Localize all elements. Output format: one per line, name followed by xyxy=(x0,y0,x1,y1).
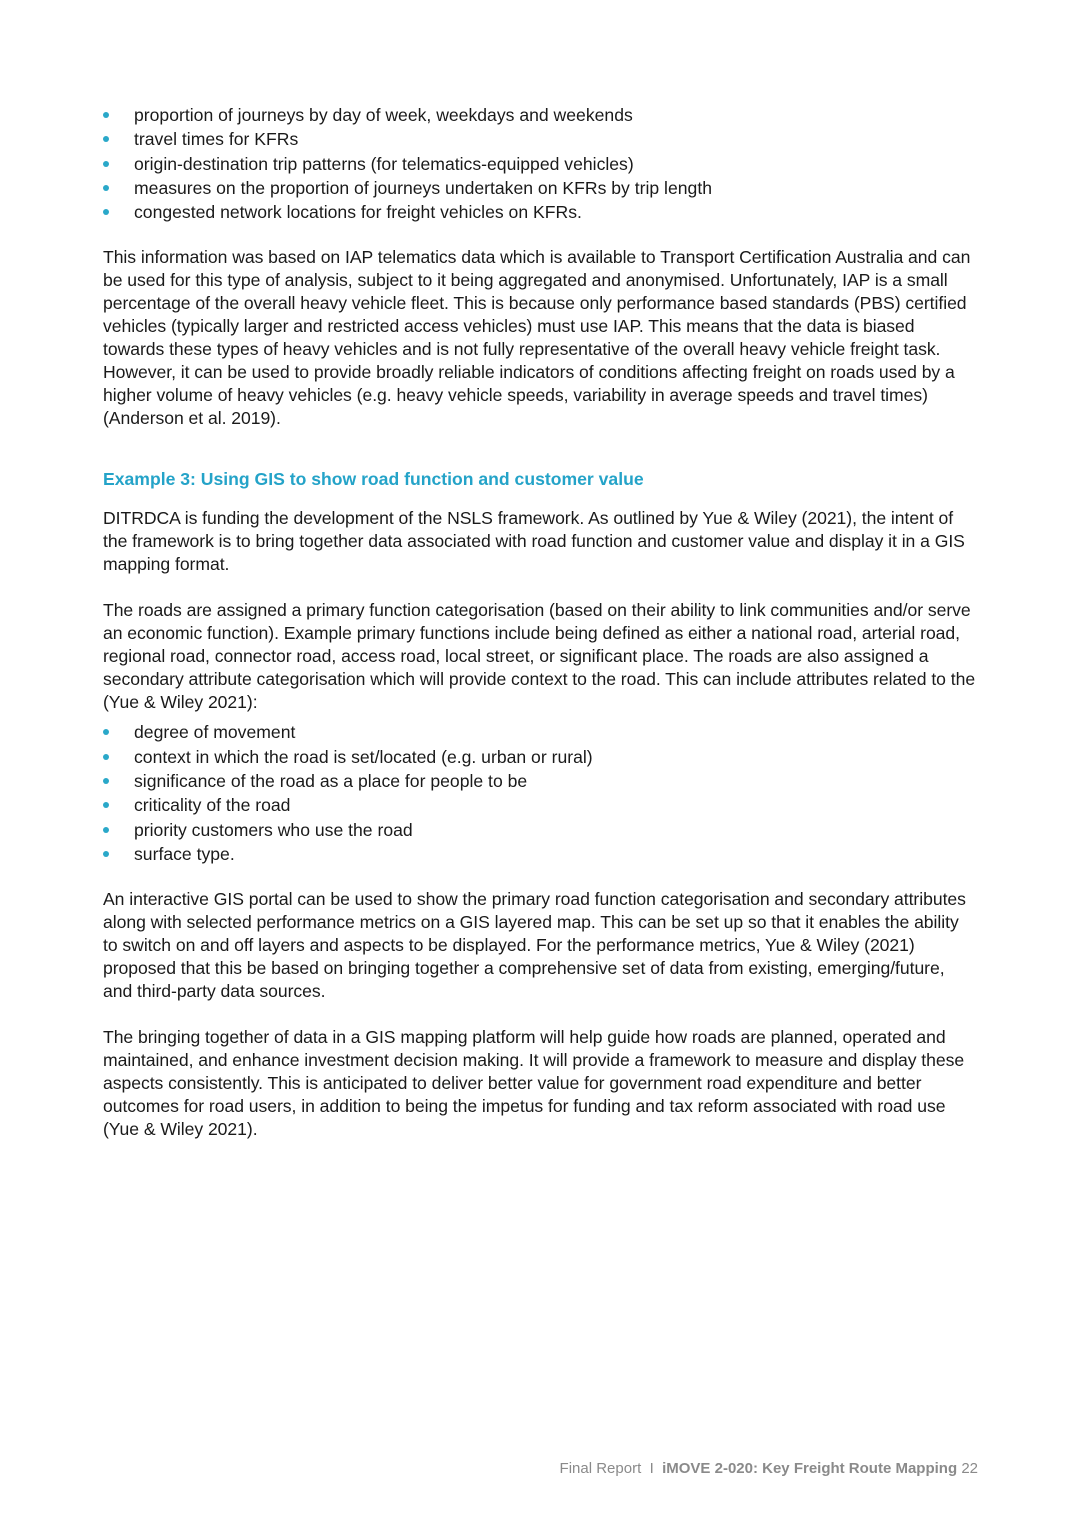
list-item: surface type. xyxy=(103,842,978,866)
paragraph-road-functions: The roads are assigned a primary function categorisation (based on their ability to link communities and/or serve an economic function). Example primary functions include being defined as either a national road, arterial road, regional road, connector road, access road, local street, or significant place. The roads are also assigned a secondary attribute categorisation which will provide context to the road. This can include attributes related to the (Yue & Wiley 2021): xyxy=(103,600,976,713)
list-item: priority customers who use the road xyxy=(103,818,978,842)
bullet-icon xyxy=(103,209,109,215)
bullet-icon xyxy=(103,754,109,760)
page-footer xyxy=(560,1460,978,1477)
bullet-icon xyxy=(103,827,109,833)
bullet-icon xyxy=(103,136,109,142)
paragraph-iap-data: This information was based on IAP telematics data which is available to Transport Certification Australia and can be used for this type of analysis, subject to it being aggregated and anonymised. Unfortunately, IAP is a small percentage of the overall heavy vehicle fleet. This is because only performance based standards (PBS) certified vehicles (typically larger and restricted access vehicles) must use IAP. This means that the data is biased towards these types of heavy vehicles and is not fully representative of the overall heavy vehicle freight task. However, it can be used to provide broadly reliable indicators of conditions affecting freight on roads used by a higher volume of heavy vehicles (e.g. heavy vehicle speeds, variability in average speeds and travel times) (Anderson et al. 2019). xyxy=(103,247,971,429)
bullet-icon xyxy=(103,802,109,808)
list-item: measures on the proportion of journeys undertaken on KFRs by trip length xyxy=(103,176,978,200)
page-content xyxy=(103,103,978,1141)
example-heading: Example 3: Using GIS to show road function and customer value xyxy=(103,469,644,490)
footer-project-title: iMOVE 2-020: Key Freight Route Mapping xyxy=(662,1460,958,1477)
bullet-icon xyxy=(103,161,109,167)
bullet-list-metrics xyxy=(103,103,978,224)
list-item: criticality of the road xyxy=(103,793,978,817)
list-item: congested network locations for freight vehicles on KFRs. xyxy=(103,200,978,224)
bullet-icon xyxy=(103,185,109,191)
paragraph-ditrdca: DITRDCA is funding the development of the NSLS framework. As outlined by Yue & Wiley (2021), the intent of the framework is to bring together data associated with road function and customer value and display it in a GIS mapping format. xyxy=(103,508,965,575)
list-item: origin-destination trip patterns (for telematics-equipped vehicles) xyxy=(103,152,978,176)
bullet-list-attributes xyxy=(103,720,978,866)
bullet-icon xyxy=(103,851,109,857)
footer-separator: I xyxy=(649,1460,654,1477)
paragraph-gis-platform: The bringing together of data in a GIS mapping platform will help guide how roads are planned, operated and maintained, and enhance investment decision making. It will provide a framework to measure and display these aspects consistently. This is anticipated to deliver better value for government road expenditure and better outcomes for road users, in addition to being the impetus for funding and tax reform associated with road use (Yue & Wiley 2021). xyxy=(103,1027,965,1140)
list-item: travel times for KFRs xyxy=(103,127,978,151)
list-item: significance of the road as a place for people to be xyxy=(103,769,978,793)
footer-report-label: Final Report xyxy=(559,1460,642,1477)
list-item: proportion of journeys by day of week, weekdays and weekends xyxy=(103,103,978,127)
list-item: context in which the road is set/located (e.g. urban or rural) xyxy=(103,745,978,769)
list-item: degree of movement xyxy=(103,720,978,744)
paragraph-gis-portal: An interactive GIS portal can be used to show the primary road function categorisation and secondary attributes along with selected performance metrics on a GIS layered map. This can be set up so that it enables the ability to switch on and off layers and aspects to be displayed. For the performance metrics, Yue & Wiley (2021) proposed that this be based on bringing together a comprehensive set of data from existing, emerging/future, and third-party data sources. xyxy=(103,889,966,1002)
bullet-icon xyxy=(103,729,109,735)
footer-page-number: 22 xyxy=(961,1460,978,1477)
bullet-icon xyxy=(103,112,109,118)
bullet-icon xyxy=(103,778,109,784)
